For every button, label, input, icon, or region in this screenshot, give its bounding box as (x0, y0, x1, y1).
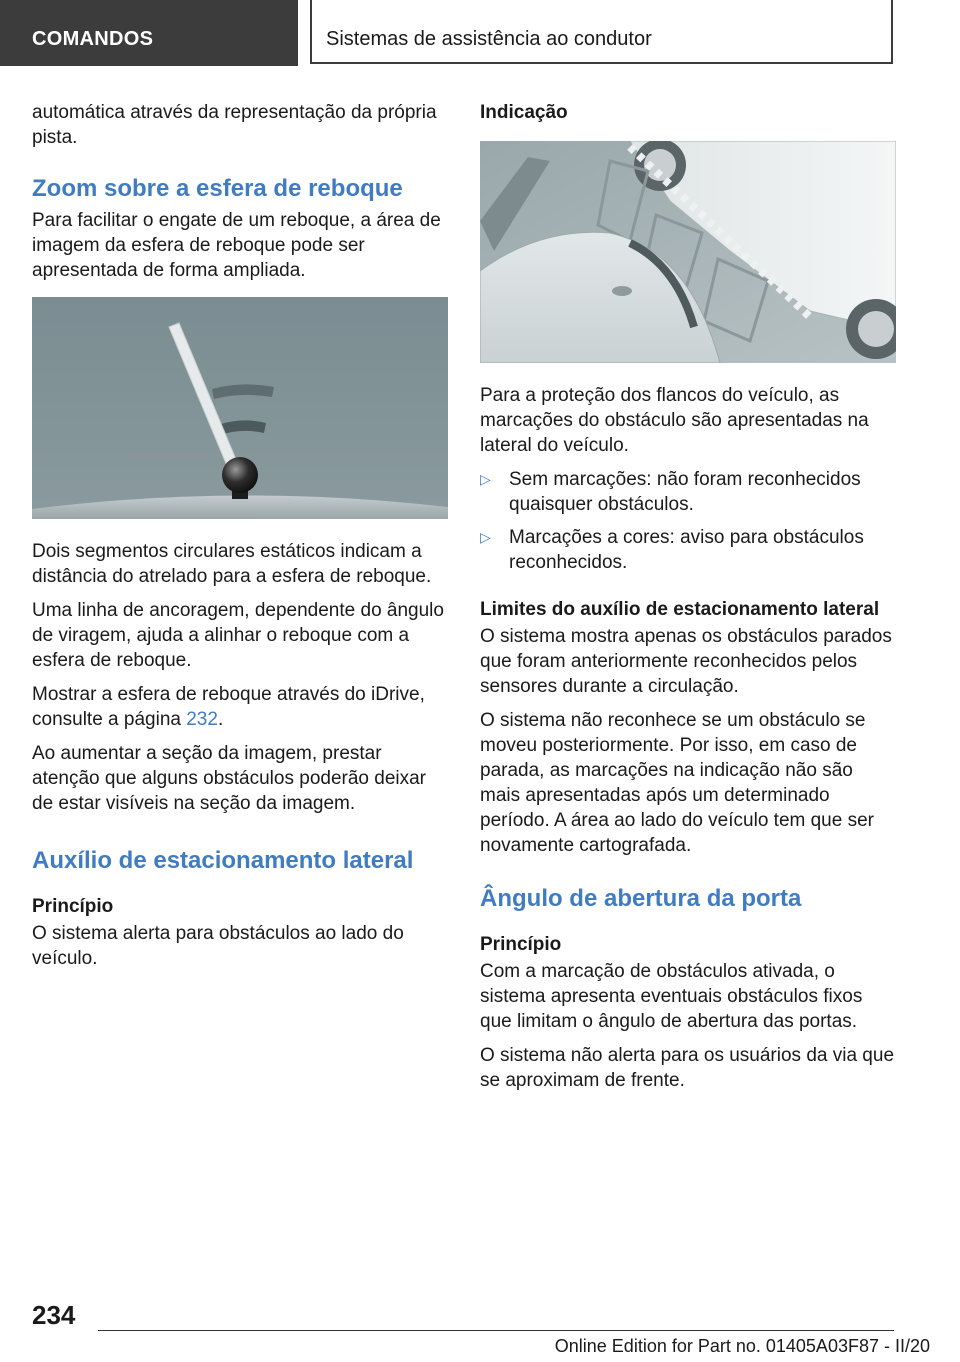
marking-bullet-list (480, 467, 896, 575)
tow-ball-zoom-image (32, 297, 448, 519)
lateral-parking-display-image (480, 141, 896, 363)
bullet-colored-markings: ▷ Marcações a cores: aviso para obstáculos reconhecidos. (480, 527, 864, 573)
principle-text: O sistema alerta para obstáculos ao lado do veículo. (32, 923, 404, 969)
triangle-bullet-icon: ▷ (480, 529, 491, 545)
triangle-bullet-icon: ▷ (480, 471, 491, 487)
tow-ball (222, 457, 258, 493)
zoom-heading: Zoom sobre a esfera de reboque (32, 175, 403, 202)
header-section-label: COMANDOS (32, 28, 154, 50)
door-text-2: O sistema não alerta para os usuários da via que se aproximam de frente. (480, 1045, 895, 1091)
page-link-232[interactable]: 232 (186, 709, 218, 730)
indicacao-text: Para a proteção dos flancos do veículo, as marcações do obstáculo são apresentadas na lateral do veículo. (480, 385, 869, 456)
door-angle-heading: Ângulo de abertura da porta (480, 885, 802, 912)
right-column (480, 100, 896, 1102)
intro-text: automática através da representação da própria pista. (32, 102, 437, 148)
limits-heading: Limites do auxílio de estacionamento lateral (480, 599, 880, 620)
para-anchoring-line: Uma linha de ancoragem, dependente do ângulo de viragem, ajuda a alinhar o reboque com a esfera de reboque. (32, 600, 444, 671)
footer-edition: Online Edition for Part no. 01405A03F87 - II/20 (554, 1336, 930, 1356)
header-section-tab (0, 0, 298, 66)
para-zoom-warning: Ao aumentar a seção da imagem, prestar atenção que alguns obstáculos poderão deixar de estar visíveis na seção da imagem. (32, 743, 427, 814)
lateral-parking-heading: Auxílio de estacionamento lateral (32, 847, 414, 874)
zoom-text: Para facilitar o engate de um reboque, a área de imagem da esfera de reboque pode ser apresentada de forma ampliada. (32, 210, 441, 281)
door-text-1: Com a marcação de obstáculos ativada, o sistema apresenta eventuais obstáculos fixos que limitam o ângulo de abertura das portas. (480, 961, 863, 1032)
bullet-no-markings: ▷ Sem marcações: não foram reconhecidos quaisquer obstáculos. (480, 469, 861, 515)
own-vehicle-emblem (612, 286, 632, 296)
page-number: 234 (32, 1300, 76, 1330)
limits-text-1: O sistema mostra apenas os obstáculos parados que foram anteriormente reconhecidos pelos sensores durante a circulação. (480, 626, 892, 697)
principle-heading: Princípio (32, 896, 114, 917)
para-circular-segments: Dois segmentos circulares estáticos indicam a distância do atrelado para a esfera de reboque. (32, 541, 432, 587)
footer-rule (98, 1330, 894, 1331)
indicacao-heading: Indicação (480, 102, 568, 123)
header-chapter-box (310, 0, 893, 64)
left-column (32, 100, 448, 980)
limits-text-2: O sistema não reconhece se um obstáculo se moveu posteriormente. Por isso, em caso de parada, as marcações na indicação não são mais apresentadas após um determinado período. A área ao lado do veículo tem que ser novamente cartografada. (480, 710, 874, 856)
para-idrive-reference: Mostrar a esfera de reboque através do iDrive, consulte a página 232. (32, 684, 425, 730)
header-chapter-label: Sistemas de assistência ao condutor (326, 28, 652, 50)
door-principle-heading: Princípio (480, 934, 562, 955)
